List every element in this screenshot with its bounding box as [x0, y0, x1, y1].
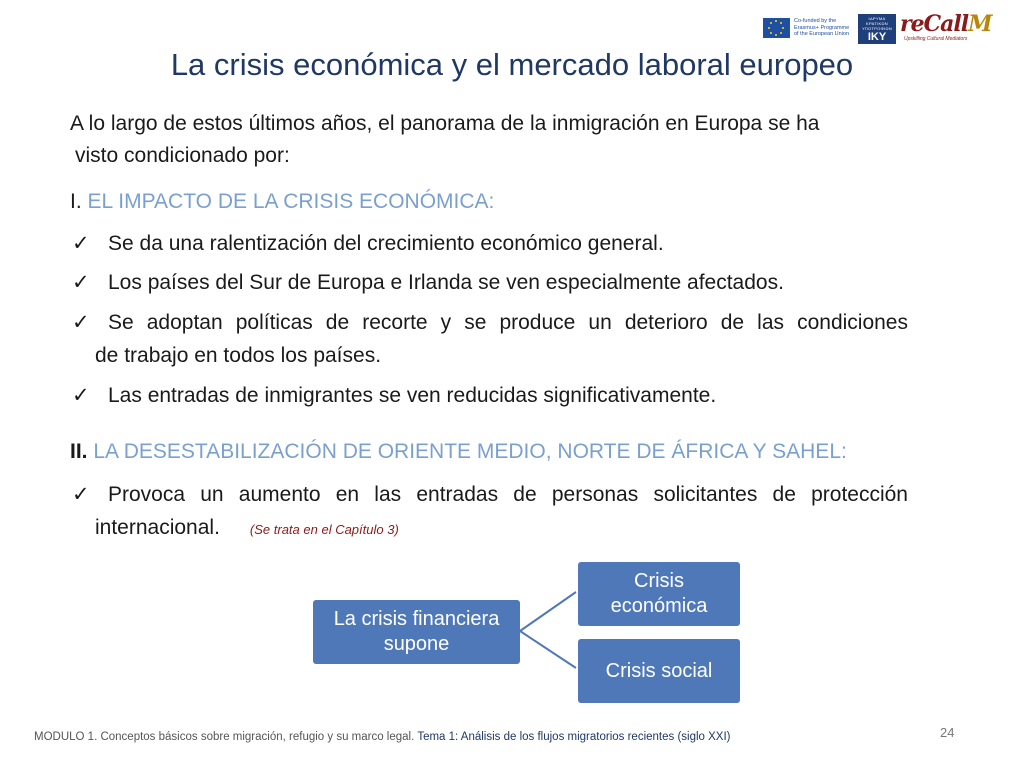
recall-logo-word: reCall — [900, 11, 969, 37]
check-icon: ✓ — [72, 483, 90, 506]
check-icon: ✓ — [72, 271, 90, 294]
eu-flag-icon — [763, 18, 790, 38]
diagram-connector — [519, 590, 581, 670]
page-number: 24 — [940, 725, 955, 740]
section-2-title: LA DESESTABILIZACIÓN DE ORIENTE MEDIO, NORTE DE ÁFRICA Y SAHEL: — [93, 440, 847, 463]
iky-logo — [858, 14, 896, 44]
node-1-line-2: económica — [610, 595, 708, 617]
intro-paragraph — [70, 108, 920, 172]
list-item — [72, 306, 908, 372]
section-2-heading — [70, 437, 847, 467]
list-item-text-continued: de trabajo en todos los países. — [95, 344, 382, 367]
root-node-line-1: La crisis financiera — [333, 608, 500, 630]
footer-topic: Tema 1: Análisis de los flujos migratorios recientes (siglo XXI) — [417, 731, 731, 743]
list-item — [72, 478, 908, 546]
footer — [34, 731, 731, 743]
recall-logo — [900, 12, 1000, 46]
node-1-line-1: Crisis — [634, 570, 684, 592]
list-item-text: Se adoptan políticas de recorte y se produce un deterioro de las condiciones — [108, 311, 908, 334]
check-icon: ✓ — [72, 232, 90, 255]
list-item-text: Los países del Sur de Europa e Irlanda se ven especialmente afectados. — [108, 271, 784, 294]
chapter-note: (Se trata en el Capítulo 3) — [249, 522, 399, 537]
iky-logo-text: IKY — [867, 31, 887, 43]
root-node-line-2: supone — [383, 633, 450, 655]
list-item — [72, 379, 908, 412]
footer-module: MODULO 1. Conceptos básicos sobre migración, refugio y su marco legal. — [34, 731, 415, 743]
iky-logo-subtext: ΙΔΡΥΜΑ ΚΡΑΤΙΚΩΝ ΥΠΟΤΡΟΦΙΩΝ — [861, 16, 893, 31]
recall-logo-mark: M — [968, 11, 992, 37]
list-item-text-continued: internacional. — [95, 516, 220, 539]
node-2-text: Crisis social — [605, 659, 713, 682]
section-2-label: II. — [70, 440, 88, 463]
intro-line-1: A lo largo de estos últimos años, el panorama de la inmigración en Europa se ha — [70, 112, 820, 135]
list-item — [72, 266, 908, 299]
diagram-root-node — [313, 600, 520, 664]
recall-logo-tagline: Upskilling Cultural Mediators — [904, 36, 968, 42]
section-1-label: I. — [70, 190, 82, 213]
slide-title: La crisis económica y el mercado laboral europeo — [170, 47, 854, 82]
section-1-title: EL IMPACTO DE LA CRISIS ECONÓMICA: — [87, 190, 495, 213]
list-item — [72, 227, 908, 260]
list-item-text: Se da una ralentización del crecimiento económico general. — [108, 232, 664, 255]
check-icon: ✓ — [72, 384, 90, 407]
list-item-text: Provoca un aumento en las entradas de personas solicitantes de protección — [108, 483, 908, 506]
section-1-heading — [70, 187, 494, 217]
eu-logo-text: Co-funded by the Erasmus+ Programme of the European Union — [794, 18, 850, 38]
check-icon: ✓ — [72, 311, 90, 334]
diagram-node-crisis-economica — [578, 562, 740, 626]
intro-line-2: visto condicionado por: — [75, 144, 290, 167]
diagram-node-crisis-social — [578, 639, 740, 703]
eu-logo — [763, 15, 855, 41]
list-item-text: Las entradas de inmigrantes se ven reducidas significativamente. — [108, 384, 717, 407]
